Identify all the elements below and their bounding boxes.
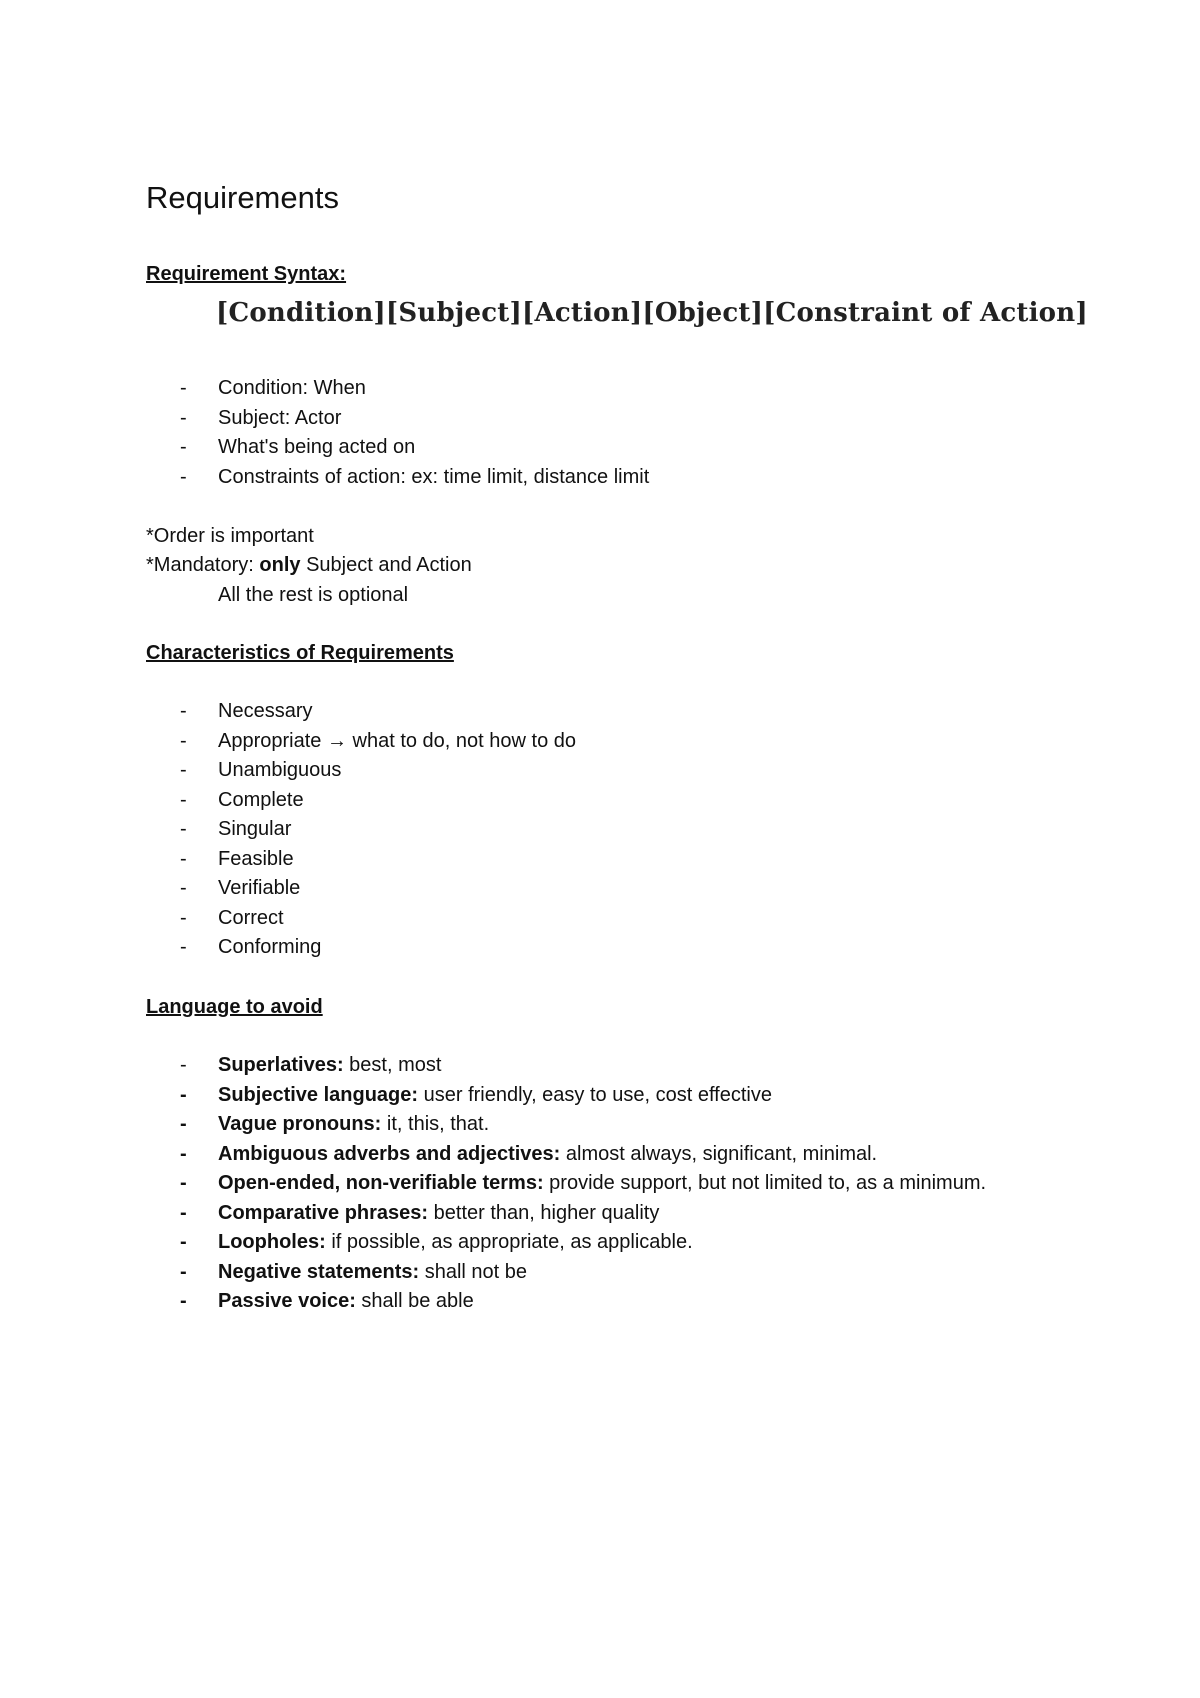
list-item-text: Necessary xyxy=(218,700,313,722)
list-dash: - xyxy=(180,465,187,488)
list-item xyxy=(146,815,1006,845)
list-dash: - xyxy=(180,1290,187,1312)
list-item-text: Correct xyxy=(218,906,284,929)
list-item-text: Verifiable xyxy=(218,877,301,899)
list-item xyxy=(146,697,1006,727)
mandatory-note xyxy=(146,551,472,579)
avoid-term: Loopholes: xyxy=(218,1231,326,1253)
avoid-heading: Language to avoid xyxy=(146,996,323,1018)
avoid-examples: shall not be xyxy=(419,1260,528,1283)
list-dash: - xyxy=(180,1054,187,1076)
list-item xyxy=(146,786,1006,816)
page-title: Requirements xyxy=(146,180,339,215)
list-item xyxy=(146,1287,1006,1317)
list-dash: - xyxy=(180,1231,187,1253)
list-item xyxy=(146,433,1006,463)
syntax-formula: [Condition][Subject][Action][Object][Constraint of Action] xyxy=(216,298,1088,328)
list-dash: - xyxy=(180,1113,187,1135)
avoid-examples: provide support, but not limited to, as a minimum. xyxy=(543,1172,987,1194)
avoid-term: Passive voice: xyxy=(218,1290,356,1312)
list-item-text: Unambiguous xyxy=(218,759,342,781)
avoid-list xyxy=(146,1051,1006,1317)
avoid-examples: better than, higher quality xyxy=(428,1201,660,1224)
list-dash: - xyxy=(180,700,187,722)
list-dash: - xyxy=(180,847,187,870)
order-note: *Order is important xyxy=(146,525,314,547)
list-dash: - xyxy=(180,936,187,958)
list-item-text: Complete xyxy=(218,788,304,811)
list-item xyxy=(146,727,1006,757)
list-dash: - xyxy=(180,1201,187,1224)
list-dash: - xyxy=(180,406,187,429)
mandatory-suffix: Subject and Action xyxy=(300,554,472,576)
list-item xyxy=(146,404,1006,434)
mandatory-prefix: *Mandatory: xyxy=(146,554,260,576)
mandatory-emphasis: only xyxy=(259,554,301,576)
avoid-term: Open-ended, non-verifiable terms: xyxy=(218,1172,544,1194)
list-item xyxy=(146,1110,1006,1140)
avoid-term: Comparative phrases: xyxy=(218,1201,429,1224)
list-item-text: What's being acted on xyxy=(218,436,416,458)
syntax-list xyxy=(146,374,1006,492)
avoid-examples: almost always, significant, minimal. xyxy=(560,1142,878,1165)
list-item xyxy=(146,904,1006,934)
list-item xyxy=(146,845,1006,875)
list-item xyxy=(146,1140,1006,1170)
avoid-term: Subjective language: xyxy=(218,1083,419,1106)
list-item-text: Feasible xyxy=(218,847,294,870)
list-dash: - xyxy=(180,1083,187,1106)
characteristics-heading: Characteristics of Requirements xyxy=(146,642,454,664)
avoid-examples: it, this, that. xyxy=(381,1113,490,1135)
list-dash: - xyxy=(180,1142,187,1165)
list-item-text: Appropriate → what to do, not how to do xyxy=(218,729,576,752)
list-dash: - xyxy=(180,729,187,752)
list-item xyxy=(146,874,1006,904)
avoid-examples: user friendly, easy to use, cost effective xyxy=(418,1083,772,1106)
list-item xyxy=(146,1051,1006,1081)
list-dash: - xyxy=(180,877,187,899)
list-dash: - xyxy=(180,1260,187,1283)
optional-note: All the rest is optional xyxy=(218,584,409,606)
list-item xyxy=(146,1228,1006,1258)
list-dash: - xyxy=(180,818,187,840)
characteristics-list xyxy=(146,697,1006,963)
list-dash: - xyxy=(180,788,187,811)
list-item-text: Constraints of action: ex: time limit, distance limit xyxy=(218,465,650,488)
list-item-text: Subject: Actor xyxy=(218,406,342,429)
list-item xyxy=(146,374,1006,404)
avoid-examples: shall be able xyxy=(355,1290,474,1312)
list-item-text: Singular xyxy=(218,818,292,840)
list-item xyxy=(146,1169,1006,1199)
syntax-heading: Requirement Syntax: xyxy=(146,263,347,285)
list-dash: - xyxy=(180,436,187,458)
list-dash: - xyxy=(180,1172,187,1194)
avoid-term: Negative statements: xyxy=(218,1260,420,1283)
list-item xyxy=(146,1081,1006,1111)
list-item xyxy=(146,1199,1006,1229)
list-item xyxy=(146,933,1006,963)
list-dash: - xyxy=(180,906,187,929)
list-item xyxy=(146,463,1006,493)
list-item-text: Condition: When xyxy=(218,377,366,399)
avoid-examples: if possible, as appropriate, as applicable. xyxy=(325,1231,693,1253)
list-item-text: Conforming xyxy=(218,936,322,958)
list-dash: - xyxy=(180,377,187,399)
list-item xyxy=(146,756,1006,786)
avoid-term: Superlatives: xyxy=(218,1054,344,1076)
avoid-term: Vague pronouns: xyxy=(218,1113,382,1135)
list-dash: - xyxy=(180,759,187,781)
list-item xyxy=(146,1258,1006,1288)
avoid-examples: best, most xyxy=(343,1054,442,1076)
avoid-term: Ambiguous adverbs and adjectives: xyxy=(218,1142,561,1165)
